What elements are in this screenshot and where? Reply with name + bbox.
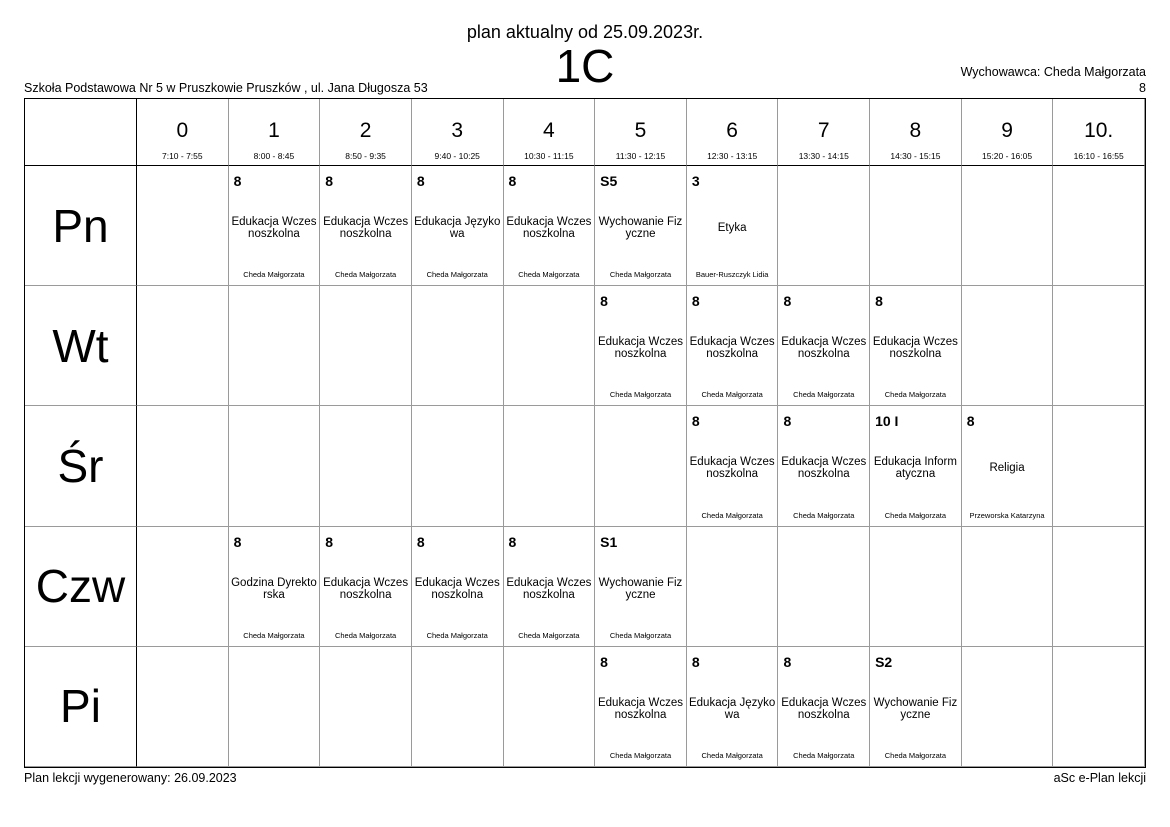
plan-subtitle: plan aktualny od 25.09.2023r. [466,22,704,42]
lesson-cell[interactable] [504,166,596,286]
lesson-subject: Edukacja Wczesnoszkolna [872,336,958,361]
empty-cell [870,527,962,647]
lesson-subject: Etyka [717,222,747,234]
period-number: 3 [451,119,464,142]
period-header [962,99,1054,166]
lesson-room: 10 I [875,413,899,430]
period-header [1053,99,1145,166]
lesson-cell[interactable] [229,166,321,286]
lesson-teacher: Cheda Małgorzata [609,390,672,400]
empty-cell [412,286,504,406]
empty-cell [1053,286,1145,406]
period-number: 1 [268,119,280,142]
lesson-teacher: Cheda Małgorzata [334,630,397,640]
lesson-subject: Edukacja Wczesnoszkolna [323,216,409,240]
empty-cell [229,286,321,406]
period-number: 0 [176,119,189,142]
lesson-teacher: Cheda Małgorzata [701,390,763,400]
lesson-teacher: Cheda Małgorzata [334,270,397,280]
period-time: 16:10 - 16:55 [1073,151,1124,161]
period-header [412,99,504,166]
lesson-cell[interactable] [778,406,870,526]
day-label: Śr [25,406,137,526]
period-time: 8:00 - 8:45 [253,151,295,161]
lesson-subject: Edukacja Wczesnoszkolna [781,696,867,721]
lesson-room: 8 [233,173,242,189]
empty-cell [1053,406,1145,526]
empty-cell [137,647,229,767]
lesson-subject: Edukacja Wczesnoszkolna [597,336,683,361]
class-name-title: 1C [555,40,615,92]
generated-date: Plan lekcji wygenerowany: 26.09.2023 [24,771,237,785]
day-label: Czw [25,527,137,647]
period-header [595,99,687,166]
lesson-room: 8 [325,533,334,550]
period-header [778,99,870,166]
lesson-teacher: Cheda Małgorzata [426,630,488,640]
period-header [320,99,412,166]
software-name: aSc e-Plan lekcji [1053,771,1146,785]
empty-cell [778,166,870,286]
lesson-teacher: Cheda Małgorzata [701,510,763,520]
lesson-room: 3 [691,173,700,189]
period-time: 11:30 - 12:15 [615,151,666,161]
lesson-subject: Religia [989,462,1025,475]
empty-cell [320,647,412,767]
period-time: 14:30 - 15:15 [890,151,941,161]
lesson-subject: Edukacja Językowa [414,216,501,240]
lesson-cell[interactable] [870,406,962,526]
timetable-grid [24,98,1146,768]
empty-cell [229,647,321,767]
lesson-teacher: Cheda Małgorzata [243,630,305,640]
empty-cell [778,527,870,647]
lesson-room: 8 [875,293,883,310]
lesson-teacher: Cheda Małgorzata [884,750,947,760]
period-header [137,99,229,166]
lesson-room: 8 [691,413,700,430]
period-number: 6 [726,119,738,142]
lesson-subject: Godzina Dyrektorska [231,576,317,601]
lesson-teacher: Bauer-Ruszczyk Lidia [695,270,769,280]
empty-cell [137,406,229,526]
empty-cell [1053,527,1145,647]
lesson-room: 8 [691,653,700,670]
empty-cell [504,647,596,767]
lesson-teacher: Przeworska Katarzyna [969,510,1045,520]
lesson-teacher: Cheda Małgorzata [518,630,580,640]
lesson-room: 8 [233,533,242,550]
period-time: 8:50 - 9:35 [345,151,386,161]
empty-cell [595,406,687,526]
lesson-cell[interactable] [870,647,962,767]
lesson-cell[interactable] [595,647,687,767]
empty-cell [229,406,321,526]
period-header [687,99,779,166]
lesson-teacher: Cheda Małgorzata [793,510,855,520]
empty-cell [504,406,596,526]
lesson-cell[interactable] [687,166,779,286]
lesson-teacher: Cheda Małgorzata [609,270,672,280]
period-number: 9 [1001,119,1013,142]
lesson-subject: Edukacja Wczesnoszkolna [323,576,409,601]
lesson-cell[interactable] [870,286,962,406]
empty-cell [137,527,229,647]
lesson-teacher: Cheda Małgorzata [518,270,580,280]
empty-cell [137,286,229,406]
empty-cell [412,647,504,767]
period-time: 9:40 - 10:25 [434,151,480,161]
empty-cell [870,166,962,286]
empty-cell [137,166,229,286]
lesson-cell[interactable] [778,647,870,767]
day-label: Pn [25,166,137,286]
lesson-room: S2 [875,653,893,670]
lesson-teacher: Cheda Małgorzata [243,270,305,280]
lesson-room: 8 [416,173,425,189]
lesson-cell[interactable] [778,286,870,406]
lesson-subject: Edukacja Wczesnoszkolna [689,456,775,481]
lesson-subject: Edukacja Informatyczna [873,456,957,481]
empty-cell [1053,647,1145,767]
lesson-room: 8 [416,533,425,550]
period-number: 4 [543,119,555,142]
period-time: 15:20 - 16:05 [981,151,1033,161]
lesson-subject: Wychowanie Fizyczne [598,216,683,240]
lesson-room: 8 [600,653,608,670]
lesson-subject: Edukacja Wczesnoszkolna [781,456,867,481]
lesson-subject: Edukacja Wczesnoszkolna [231,216,317,240]
homeroom-room: 8 [1139,81,1146,95]
lesson-subject: Wychowanie Fizyczne [873,696,958,721]
empty-cell [504,286,596,406]
lesson-room: 8 [691,293,700,310]
period-number: 5 [634,119,647,142]
lesson-subject: Edukacja Wczesnoszkolna [781,336,867,361]
period-number: 10. [1084,119,1114,142]
period-time: 13:30 - 14:15 [798,151,849,161]
day-label: Pi [25,647,137,767]
period-number: 8 [909,119,922,142]
lesson-teacher: Cheda Małgorzata [793,750,855,760]
lesson-cell[interactable] [595,527,687,647]
lesson-cell[interactable] [595,166,687,286]
lesson-teacher: Cheda Małgorzata [609,750,672,760]
empty-cell [962,166,1054,286]
period-header [504,99,596,166]
lesson-cell[interactable] [412,166,504,286]
empty-cell [412,406,504,526]
lesson-room: 8 [783,293,792,310]
lesson-room: 8 [783,653,792,670]
lesson-subject: Edukacja Wczesnoszkolna [506,576,592,601]
lesson-cell[interactable] [320,527,412,647]
lesson-room: 8 [508,173,517,189]
lesson-room: 8 [966,413,975,430]
lesson-cell[interactable] [320,166,412,286]
lesson-teacher: Cheda Małgorzata [793,390,855,400]
period-header [229,99,321,166]
empty-cell [962,527,1054,647]
lesson-subject: Edukacja Wczesnoszkolna [414,576,500,601]
empty-cell [1053,166,1145,286]
lesson-cell[interactable] [687,286,779,406]
lesson-subject: Edukacja Wczesnoszkolna [689,336,775,361]
empty-cell [320,286,412,406]
lesson-room: 8 [325,173,334,189]
lesson-room: 8 [600,293,608,310]
lesson-room: S1 [600,533,618,550]
period-time: 7:10 - 7:55 [161,151,203,161]
lesson-cell[interactable] [504,527,596,647]
lesson-cell[interactable] [412,527,504,647]
lesson-teacher: Cheda Małgorzata [884,510,947,520]
period-time: 10:30 - 11:15 [524,151,574,161]
lesson-cell[interactable] [687,406,779,526]
corner-cell [25,99,137,166]
lesson-room: 8 [508,533,517,550]
lesson-subject: Edukacja Językowa [688,696,776,721]
school-name: Szkoła Podstawowa Nr 5 w Pruszkowie Pruszków , ul. Jana Długosza 53 [24,81,428,95]
empty-cell [320,406,412,526]
lesson-cell[interactable] [962,406,1054,526]
lesson-teacher: Cheda Małgorzata [426,270,488,280]
lesson-room: S5 [600,173,618,189]
empty-cell [687,527,779,647]
period-time: 12:30 - 13:15 [707,151,758,161]
lesson-subject: Wychowanie Fizyczne [598,576,683,601]
lesson-subject: Edukacja Wczesnoszkolna [597,696,683,721]
lesson-cell[interactable] [229,527,321,647]
lesson-subject: Edukacja Wczesnoszkolna [506,216,592,240]
lesson-room: 8 [783,413,792,430]
empty-cell [962,286,1054,406]
lesson-teacher: Cheda Małgorzata [609,630,672,640]
lesson-cell[interactable] [687,647,779,767]
period-number: 7 [817,119,830,142]
empty-cell [962,647,1054,767]
day-label: Wt [25,286,137,406]
period-header [870,99,962,166]
lesson-teacher: Cheda Małgorzata [884,390,947,400]
lesson-teacher: Cheda Małgorzata [701,750,763,760]
period-number: 2 [359,119,372,142]
lesson-cell[interactable] [595,286,687,406]
homeroom-teacher: Wychowawca: Cheda Małgorzata [960,65,1146,79]
